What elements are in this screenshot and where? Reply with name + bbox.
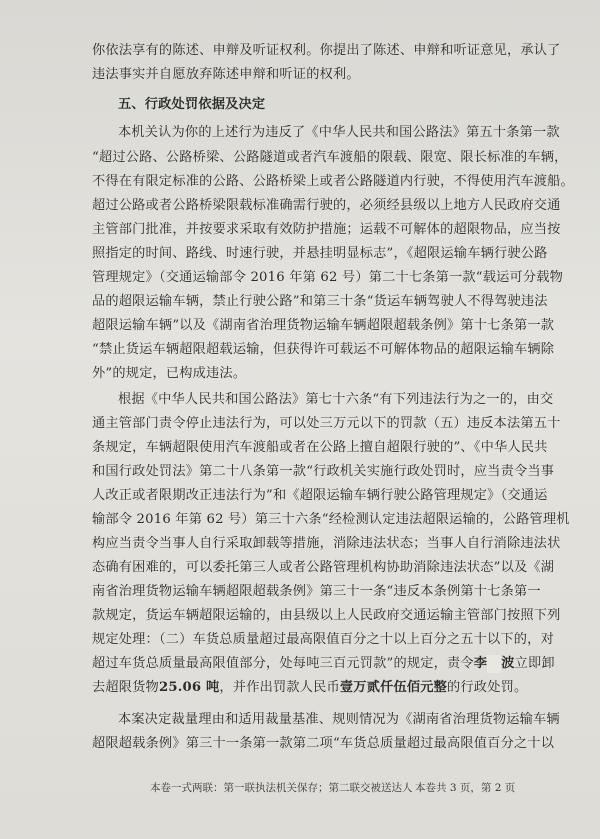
text-segment: 超过车货总质量最高限值部分，处每吨三百元罚款”的规定，责令 [92, 656, 474, 671]
redacted-name-part: 波 [501, 656, 515, 671]
text-line: 和国行政处罚法》第二十八条第一款“行政机关实施行政处罚时，应当责令当事 [92, 464, 555, 479]
text-line: 管理规定》（交通运输部令 2016 年第 62 号）第二十七条第一款“载运可分载物 [92, 270, 564, 285]
text-line: 超限运输车辆”以及《湖南省治理货物运输车辆超限超载条例》第十七条第一款 [92, 318, 555, 333]
text-line: “禁止货运车辆超限超载运输，但获得许可载运不可解体物品的超限运输车辆除 [92, 342, 555, 357]
cargo-weight: 25.06 吨 [158, 680, 220, 695]
text-line: 违法事实并自愿放弃陈述申辩和听证的权利。 [92, 67, 360, 82]
text-line: 品的超限运输车辆，禁止行驶公路”和第三十条“货运车辆驾驶人不得驾驶违法 [92, 294, 548, 309]
text-segment: 的行政处罚。 [447, 680, 528, 695]
text-segment: ，并作出罚款人民币 [219, 680, 340, 695]
text-line: 不得在有限定标准的公路、公路桥梁上或者公路隧道内行驶，不得使用汽车渡船。 [92, 174, 574, 189]
footer-copies-note: 本卷一式两联：第一联执法机关保存；第二联交被送达人 [150, 782, 413, 794]
text-line: 超过公路或者公路桥梁限载标准确需行驶的，必须经县级以上地方人民政府交通 [92, 198, 561, 213]
text-line [92, 655, 555, 673]
text-line: 条规定，车辆超限使用汽车渡船或者在公路上擅自超限行驶的”、《中华人民共 [92, 440, 548, 455]
text-line: 照指定的时间、路线、时速行驶，并悬挂明显标志”，《超限运输车辆行驶公路 [92, 246, 548, 261]
text-line: 本机关认为你的上述行为违反了《中华人民共和国公路法》第五十条第一款 [118, 125, 560, 140]
text-segment: 去超限货物 [92, 680, 159, 695]
text-line: 态确有困难的，可以委托第三人或者公路管理机构协助消除违法状态”以及《湖 [92, 560, 555, 575]
text-line: 主管部门批准，并按要求采取有效防护措施；运载不可解体的超限物品，应当按 [92, 222, 561, 237]
fine-amount: 壹万贰仟伍佰元整 [339, 680, 448, 695]
redacted-name-part: 李 [473, 656, 488, 671]
text-line: 输部令 2016 年第 62 号）第三十六条“经检测认定违法超限运输的，公路管理机 [92, 512, 570, 527]
text-line: 规定处理：（二）车货总质量超过最高限值百分之十以上百分之五十以下的，对 [92, 632, 554, 647]
text-line: 根据《中华人民共和国公路法》第七十六条“有下列违法行为之一的，由交 [118, 392, 554, 407]
footer-page-number: 本卷共 3 页，第 2 页 [415, 782, 516, 794]
section-heading: 五、行政处罚依据及决定 [118, 97, 266, 112]
text-line: 通主管部门责令停止违法行为，可以处三万元以下的罚款（五）违反本法第五十 [92, 416, 561, 431]
text-line: 构应当责令当事人自行采取卸载等措施，消除违法状态；当事人自行消除违法状 [92, 536, 561, 551]
text-line: “超过公路、公路桥梁、公路隧道或者汽车渡船的限载、限宽、限长标准的车辆， [92, 150, 568, 165]
text-line: 南省治理货物运输车辆超限超载条例》第三十一条“违反本条例第十七条第一 [92, 584, 541, 599]
text-line [92, 679, 527, 697]
redaction-block [487, 655, 501, 673]
text-segment: 立即卸 [514, 656, 555, 671]
text-line: 本案决定裁量理由和适用裁量基准、规则情况为《湖南省治理货物运输车辆 [118, 712, 560, 727]
text-line: 人改正或者限期改正违法行为”和《超限运输车辆行驶公路管理规定》（交通运 [92, 488, 548, 503]
text-line: 你依法享有的陈述、申辩及听证权利。你提出了陈述、申辩和听证意见，承认了 [92, 43, 561, 58]
text-line: 款规定，货运车辆超限运输的，由县级以上人民政府交通运输主管部门按照下列 [92, 608, 561, 623]
text-line: 外”的规定，已构成违法。 [92, 366, 247, 381]
text-line: 超限超载条例》第三十一条第一款第二项“车货总质量超过最高限值百分之十以 [92, 736, 555, 751]
